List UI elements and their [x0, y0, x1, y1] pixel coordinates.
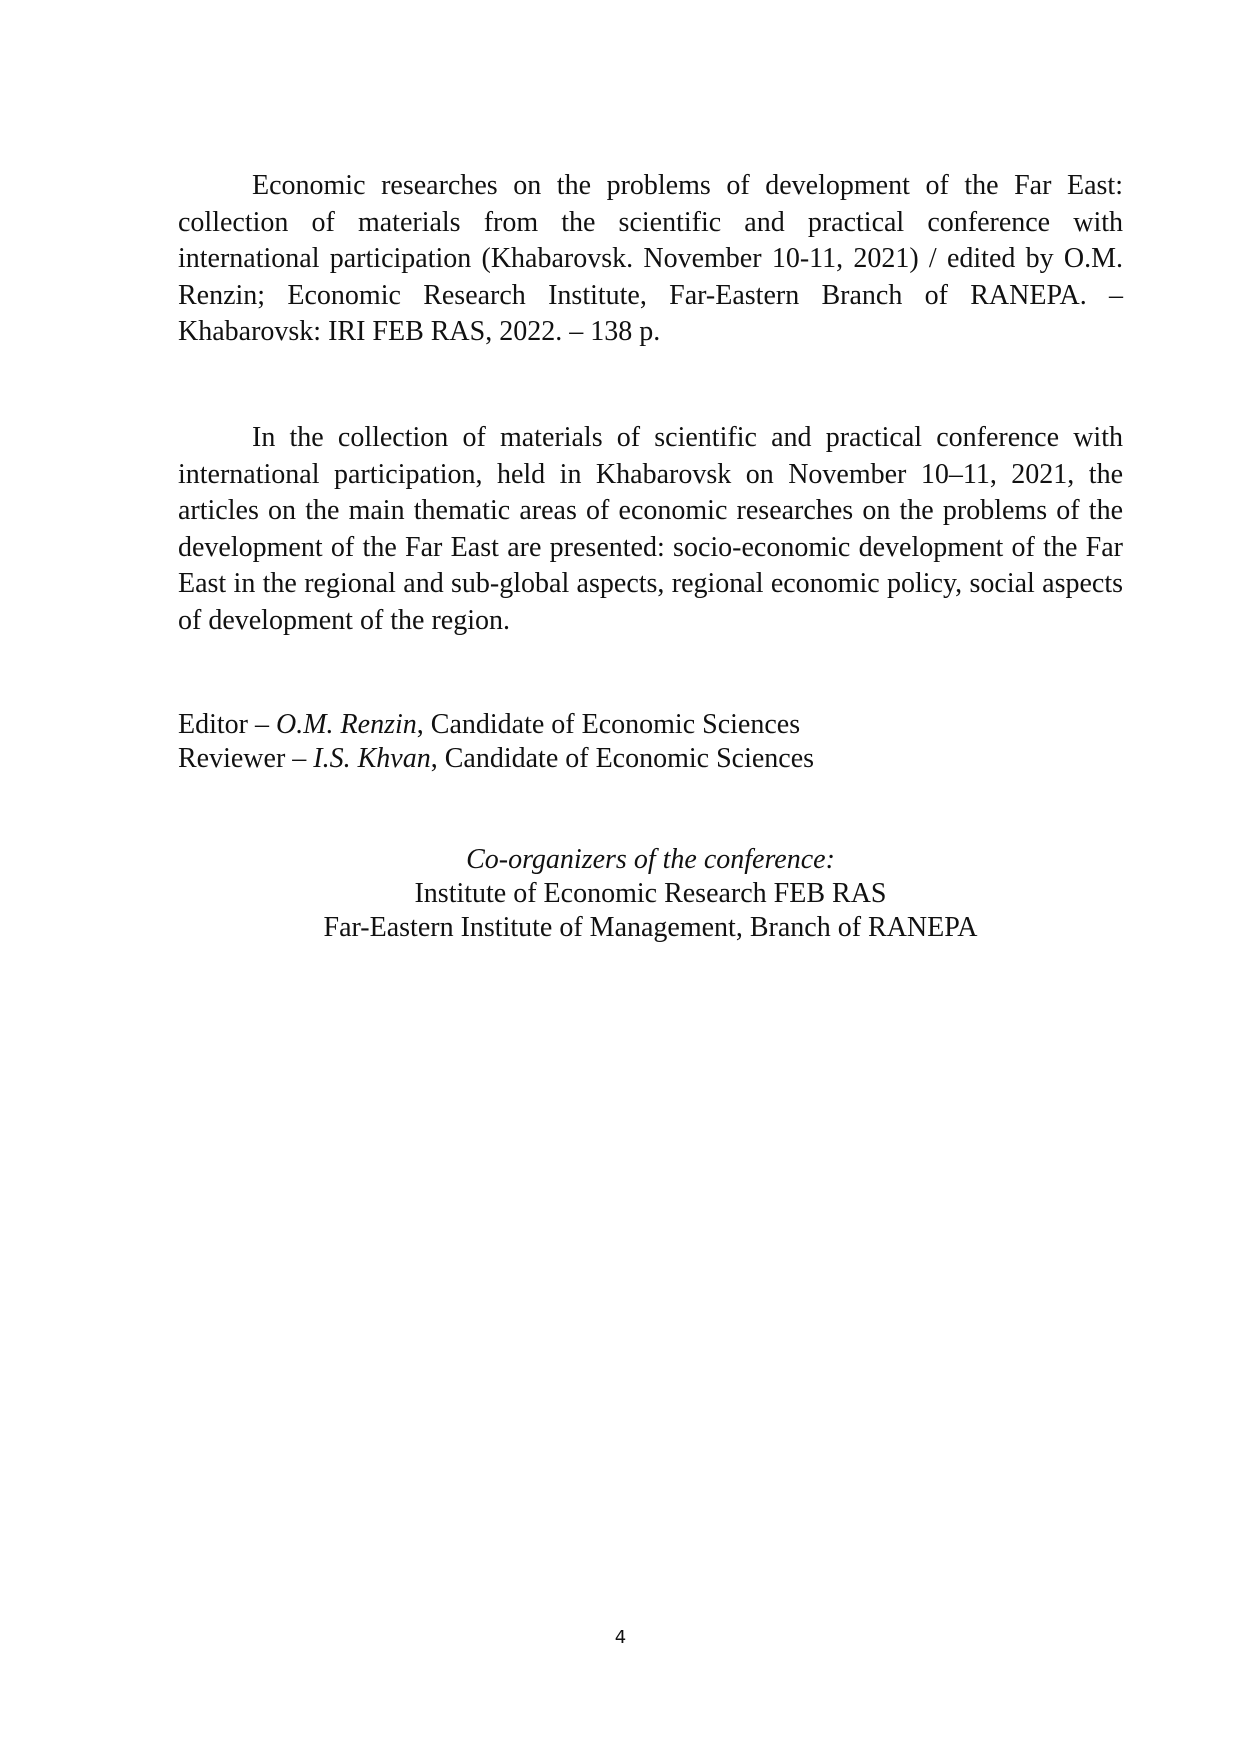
reviewer-degree: , Candidate of Economic Sciences [430, 743, 815, 774]
editor-name: O.M. Renzin [276, 709, 417, 740]
bibliographic-description-section [178, 168, 1123, 351]
credits-section [178, 708, 1123, 776]
editor-role: Editor – [178, 709, 276, 740]
co-organizers-heading: Co-organizers of the conference: [466, 844, 835, 875]
annotation-section [178, 420, 1123, 639]
editor-credit [178, 708, 1123, 742]
reviewer-credit [178, 742, 1123, 776]
co-organizer-item: Far-Eastern Institute of Management, Branch of RANEPA [323, 912, 978, 943]
co-organizer-item: Institute of Economic Research FEB RAS [414, 878, 887, 909]
page-number: 4 [614, 1627, 627, 1648]
editor-degree: , Candidate of Economic Sciences [416, 709, 801, 740]
bibliographic-description: Economic researches on the problems of development of the Far East: collection of materials from the scientific and practical conference with international participation (Khabarovsk. November 10-11, 2021) / edited by O.M. Renzin; Economic Research Institute, Far-Eastern Branch of RANEPA. – Khabarovsk: IRI FEB RAS, 2022. – 138 p. [178, 170, 1123, 347]
co-organizers-section [178, 843, 1123, 945]
annotation-text: In the collection of materials of scientific and practical conference with international participation, held in Khabarovsk on November 10–11, 2021, the articles on the main thematic areas of economic researches on the problems of the development of the Far East are presented: socio-economic development of the Far East in the regional and sub-global aspects, regional economic policy, social aspects of development of the region. [178, 422, 1123, 636]
reviewer-name: I.S. Khvan [313, 743, 431, 774]
reviewer-role: Reviewer – [178, 743, 314, 774]
